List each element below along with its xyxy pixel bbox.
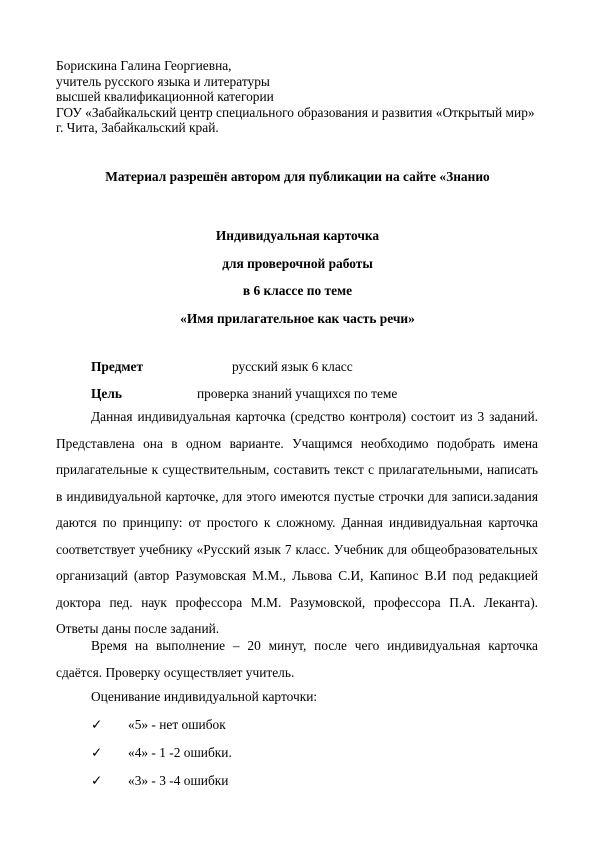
title-line-3: в 6 классе по теме [242,283,353,298]
goal-row [91,386,398,402]
time-paragraph [56,633,538,686]
grade-item-4 [91,745,232,761]
grade-text: «5» - нет ошибок [128,717,226,732]
goal-label: Цель [91,386,122,401]
goal-value: проверка знаний учащихся по теме [197,386,398,401]
grade-item-5 [91,717,226,733]
grade-text: «3» - 3 -4 ошибки [128,773,229,788]
description-text: Данная индивидуальная карточка (средство контроля) состоит из 3 заданий. Представлена она в одном варианте. Учащимся необходимо подобрать имена прилагательные к существительным, составить текст с прилагательными, написать в индивидуальной карточке, для этого имеются пустые строчки для записи.задания даются по принципу: от простого к сложному. Данная индивидуальная карточка соответствует учебнику «Русский язык 7 класс. Учебник для общеобразовательных организаций (автор Разумовская М.М., Львова С.И, Капинос В.И под редакцией доктора пед. наук профессора М.М. Разумовской, профессора П.А. Леканта). Ответы даны после заданий. [56,409,538,636]
check-icon: ✓ [91,773,103,788]
publication-permission: Материал разрешён автором для публикации на сайте «Знанио [105,169,490,184]
author-position: учитель русского языка и литературы [56,73,270,89]
description-paragraph [56,404,538,643]
grade-text: «4» - 1 -2 ошибки. [128,745,232,760]
check-icon: ✓ [91,745,103,760]
evaluation-title: Оценивание индивидуальной карточки: [91,689,318,704]
time-text: Время на выполнение – 20 минут, после чего индивидуальная карточка сдаётся. Проверку осуществляет учитель. [56,638,538,680]
check-icon: ✓ [91,717,103,732]
grade-item-3 [91,773,228,789]
author-organization: ГОУ «Забайкальский центр специального образования и развития «Открытый мир» [56,104,535,120]
subject-label: Предмет [91,359,144,374]
subject-row [91,359,353,375]
author-info [56,58,538,136]
author-location: г. Чита, Забайкальский край. [56,120,219,136]
title-line-4: «Имя прилагательное как часть речи» [180,310,415,326]
author-category: высшей квалификационной категории [56,89,274,105]
document-title [0,228,595,338]
title-line-1: Индивидуальная карточка [215,228,380,243]
title-line-2: для проверочной работы [222,255,373,271]
author-name: Борискина Галина Георгиевна, [56,58,232,73]
subject-value: русский язык 6 класс [232,359,353,374]
